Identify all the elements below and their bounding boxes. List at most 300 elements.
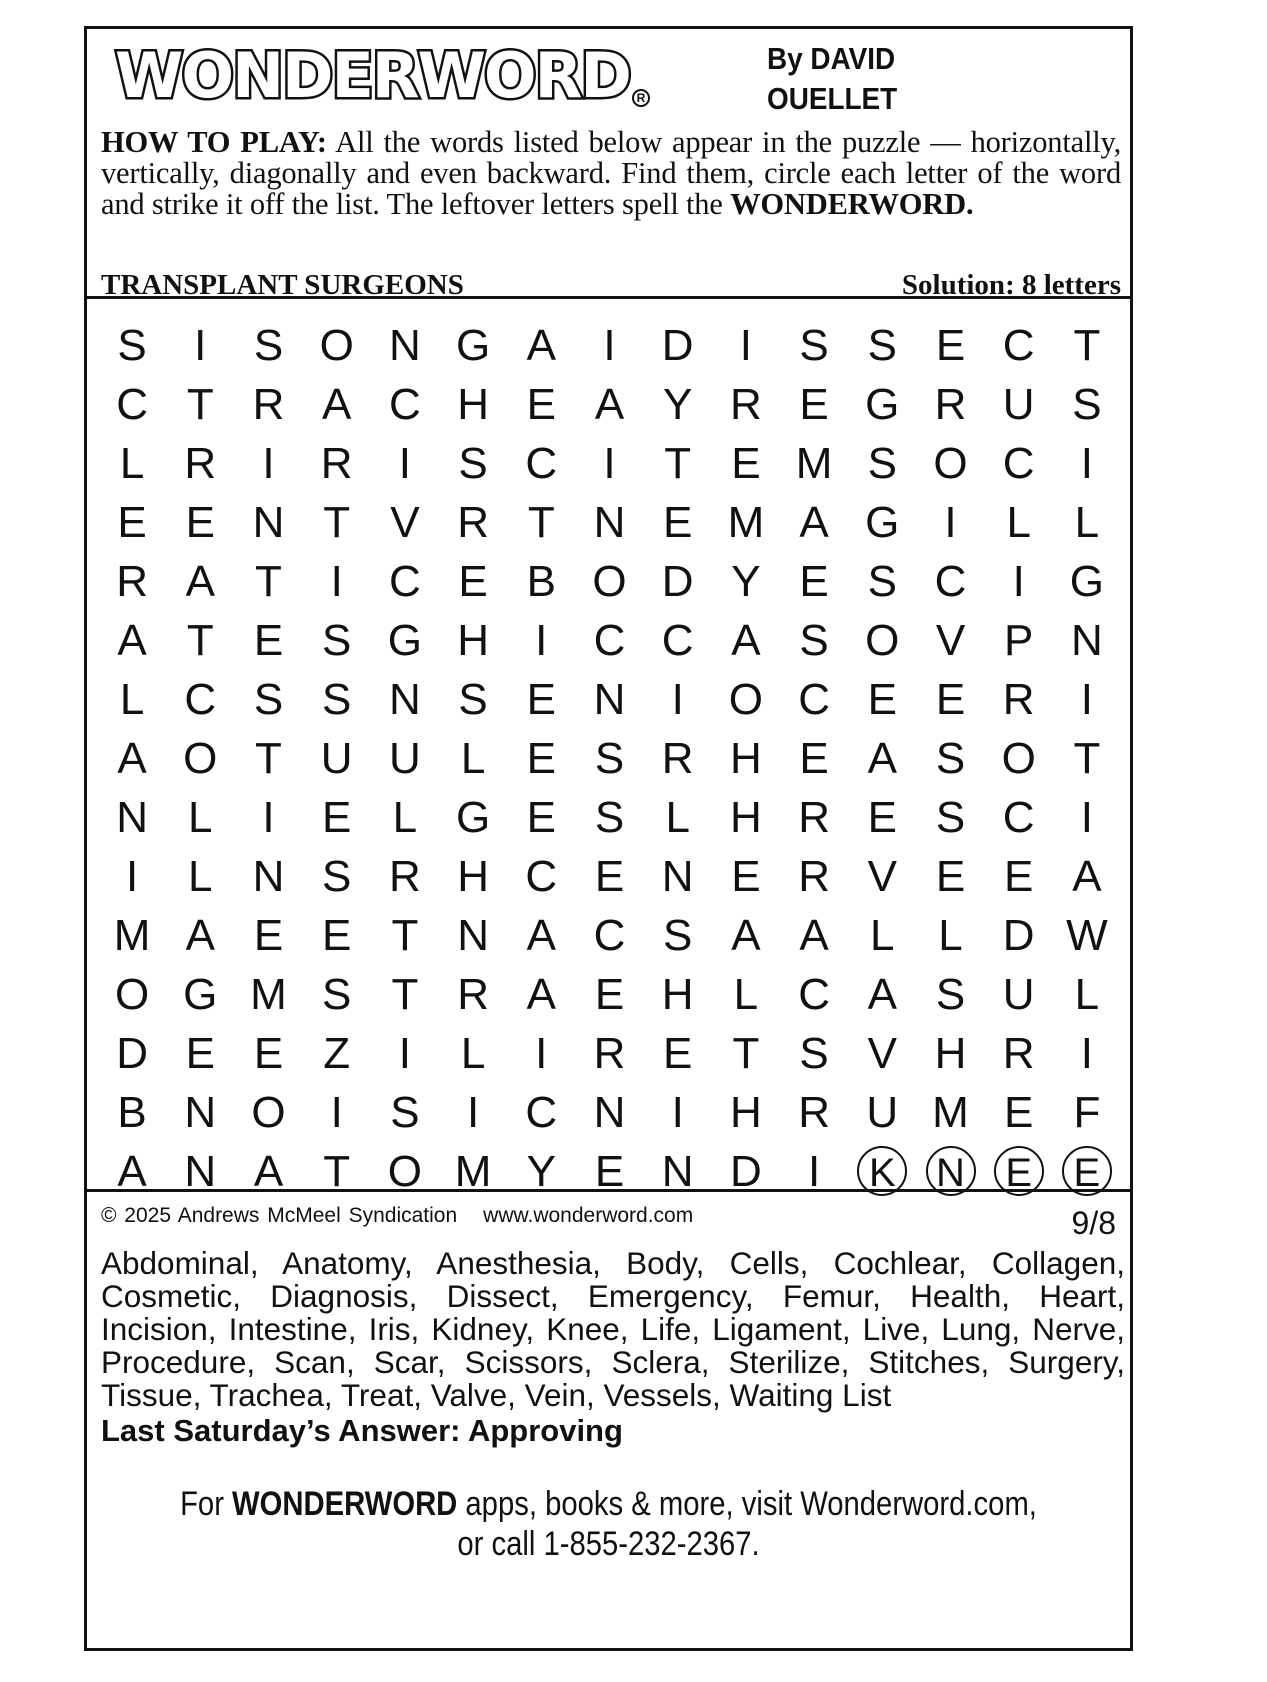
grid-letter[interactable] (645, 847, 711, 906)
grid-letter-text: R (184, 439, 217, 488)
grid-letter[interactable] (713, 375, 779, 434)
grid-letter[interactable] (577, 670, 643, 729)
grid-letter[interactable] (781, 611, 847, 670)
grid-letter-text: I (1080, 439, 1093, 488)
grid-letter[interactable] (236, 1024, 302, 1083)
grid-letter[interactable] (440, 316, 506, 375)
grid-letter[interactable] (918, 965, 984, 1024)
grid-letter[interactable] (781, 493, 847, 552)
grid-letter[interactable] (372, 552, 438, 611)
grid-letter-circled[interactable] (1054, 1142, 1120, 1201)
grid-letter[interactable] (645, 1083, 711, 1142)
grid-letter[interactable] (508, 493, 574, 552)
grid-letter-text: B (526, 557, 556, 606)
grid-letter[interactable] (99, 906, 165, 965)
grid-letter[interactable] (986, 788, 1052, 847)
grid-letter[interactable] (236, 906, 302, 965)
grid-letter-text: T (1073, 734, 1101, 783)
grid-letter-text: C (525, 439, 558, 488)
grid-letter[interactable] (577, 788, 643, 847)
grid-letter[interactable] (645, 1142, 711, 1201)
grid-letter[interactable] (508, 965, 574, 1024)
grid-letter-text: Y (663, 380, 693, 429)
grid-letter-text: O (933, 439, 968, 488)
grid-letter[interactable] (577, 611, 643, 670)
grid-letter-text: A (185, 911, 215, 960)
grid-letter[interactable] (508, 906, 574, 965)
grid-letter[interactable] (236, 847, 302, 906)
grid-letter[interactable] (440, 611, 506, 670)
grid-letter-circled[interactable] (849, 1142, 915, 1201)
grid-letter-text: S (1072, 380, 1102, 429)
grid-letter[interactable] (577, 375, 643, 434)
grid-letter[interactable] (508, 316, 574, 375)
byline (767, 39, 965, 119)
promo-line2: or call 1-855-232-2367. (457, 1525, 760, 1563)
grid-letter[interactable] (236, 375, 302, 434)
grid-letter[interactable] (849, 552, 915, 611)
grid-letter[interactable] (918, 493, 984, 552)
grid-letter[interactable] (236, 493, 302, 552)
grid-letter[interactable] (645, 906, 711, 965)
grid-letter-text: R (252, 380, 285, 429)
grid-letter[interactable] (781, 729, 847, 788)
grid-letter[interactable] (304, 611, 370, 670)
grid-letter[interactable] (99, 1142, 165, 1201)
grid-letter[interactable] (304, 493, 370, 552)
grid-letter[interactable] (849, 611, 915, 670)
grid-letter[interactable] (781, 552, 847, 611)
grid-letter[interactable] (645, 788, 711, 847)
grid-letter[interactable] (508, 434, 574, 493)
grid-letter[interactable] (849, 434, 915, 493)
grid-letter-text: C (525, 852, 558, 901)
grid-letter[interactable] (440, 965, 506, 1024)
grid-letter[interactable] (918, 434, 984, 493)
grid-letter[interactable] (440, 788, 506, 847)
copyright: © 2025 Andrews McMeel Syndication (101, 1204, 458, 1227)
grid-letter[interactable] (440, 729, 506, 788)
grid-letter[interactable] (1054, 906, 1120, 965)
grid-letter[interactable] (986, 1083, 1052, 1142)
grid-letter-text: A (867, 734, 897, 783)
grid-letter[interactable] (167, 1142, 233, 1201)
grid-letter-text: K (857, 1146, 907, 1196)
grid-letter-text: S (867, 439, 897, 488)
grid-letter[interactable] (849, 670, 915, 729)
grid-letter[interactable] (236, 965, 302, 1024)
grid-letter[interactable] (781, 788, 847, 847)
grid-letter[interactable] (236, 1142, 302, 1201)
grid-letter-text: A (185, 557, 215, 606)
grid-letter-text: I (125, 852, 139, 901)
grid-letter[interactable] (440, 1024, 506, 1083)
grid-letter-text: R (1002, 675, 1035, 724)
grid-letter-text: H (934, 1029, 967, 1078)
grid-letter[interactable] (99, 965, 165, 1024)
grid-letter[interactable] (508, 847, 574, 906)
grid-letter[interactable] (713, 552, 779, 611)
grid-letter[interactable] (781, 316, 847, 375)
grid-letter[interactable] (167, 1083, 233, 1142)
grid-letter[interactable] (849, 493, 915, 552)
grid-letter[interactable] (918, 1024, 984, 1083)
grid-letter[interactable] (372, 316, 438, 375)
grid-letter[interactable] (99, 552, 165, 611)
grid-letter[interactable] (236, 788, 302, 847)
grid-letter[interactable] (645, 493, 711, 552)
grid-letter[interactable] (167, 375, 233, 434)
grid-letter-text: I (944, 498, 957, 547)
grid-letter[interactable] (440, 1083, 506, 1142)
grid-letter-text: C (1002, 321, 1035, 370)
grid-letter[interactable] (1054, 1083, 1120, 1142)
grid-letter-text: U (320, 734, 353, 783)
grid-letter[interactable] (440, 847, 506, 906)
grid-letter-text: Y (526, 1147, 556, 1196)
grid-letter[interactable] (918, 906, 984, 965)
grid-letter[interactable] (99, 847, 165, 906)
grid-letter[interactable] (304, 1083, 370, 1142)
grid-letter[interactable] (986, 729, 1052, 788)
grid-letter[interactable] (236, 434, 302, 493)
grid-letter[interactable] (508, 375, 574, 434)
grid-letter[interactable] (645, 434, 711, 493)
grid-letter[interactable] (508, 611, 574, 670)
grid-letter-text: R (389, 852, 421, 901)
grid-letter-text: M (454, 1147, 492, 1196)
grid-letter[interactable] (508, 788, 574, 847)
grid-letter[interactable] (440, 493, 506, 552)
grid-letter[interactable] (713, 847, 779, 906)
grid-letter[interactable] (372, 1142, 438, 1201)
grid-letter[interactable] (99, 729, 165, 788)
grid-letter[interactable] (918, 552, 984, 611)
grid-letter-text: A (867, 970, 897, 1019)
grid-letter[interactable] (577, 1083, 643, 1142)
grid-letter[interactable] (781, 375, 847, 434)
grid-letter[interactable] (372, 729, 438, 788)
grid-letter-text: I (194, 321, 207, 370)
grid-letter[interactable] (236, 670, 302, 729)
grid-letter[interactable] (849, 906, 915, 965)
grid-letter-text: I (330, 1088, 343, 1137)
grid-letter-text: N (116, 793, 148, 842)
grid-letter[interactable] (986, 611, 1052, 670)
grid-letter[interactable] (508, 552, 574, 611)
grid-letter[interactable] (167, 788, 233, 847)
grid-letter-text: O (183, 734, 218, 783)
grid-letter-text: R (798, 793, 830, 842)
byline-line1: By DAVID (767, 41, 896, 76)
grid-letter[interactable] (1054, 375, 1120, 434)
grid-letter[interactable] (99, 375, 165, 434)
grid-letter[interactable] (713, 965, 779, 1024)
promo-line1 (160, 1484, 1057, 1524)
grid-letter[interactable] (167, 434, 233, 493)
grid-letter[interactable] (577, 965, 643, 1024)
grid-letter[interactable] (167, 729, 233, 788)
grid-letter[interactable] (986, 965, 1052, 1024)
grid-letter[interactable] (167, 493, 233, 552)
grid-letter-text: E (253, 616, 284, 665)
grid-letter[interactable] (713, 906, 779, 965)
grid-letter[interactable] (918, 847, 984, 906)
grid-letter[interactable] (577, 906, 643, 965)
logo-text: WONDERWORD (115, 39, 630, 112)
grid-letter[interactable] (781, 1024, 847, 1083)
grid-letter[interactable] (986, 316, 1052, 375)
grid-letter[interactable] (1054, 611, 1120, 670)
grid-letter[interactable] (986, 906, 1052, 965)
grid-letter[interactable] (372, 906, 438, 965)
grid-letter-text: S (799, 1029, 829, 1078)
grid-letter[interactable] (304, 1024, 370, 1083)
grid-letter[interactable] (304, 316, 370, 375)
grid-letter-text: V (935, 616, 966, 665)
grid-letter[interactable] (781, 670, 847, 729)
grid-letter[interactable] (986, 375, 1052, 434)
how-to-play-label: HOW TO PLAY: (101, 125, 327, 159)
website-link[interactable]: www.wonderword.com (483, 1204, 694, 1227)
grid-letter[interactable] (508, 670, 574, 729)
grid-letter-text: N (252, 498, 285, 547)
grid-letter[interactable] (99, 670, 165, 729)
grid-letter[interactable] (440, 434, 506, 493)
grid-letter-text: E (935, 675, 966, 724)
grid-letter[interactable] (99, 493, 165, 552)
grid-letter[interactable] (99, 434, 165, 493)
grid-letter[interactable] (849, 847, 915, 906)
grid-letter[interactable] (167, 670, 233, 729)
grid-letter-text: G (387, 616, 422, 665)
grid-letter[interactable] (99, 1083, 165, 1142)
grid-letter-text: S (935, 734, 966, 783)
grid-letter[interactable] (304, 906, 370, 965)
grid-letter[interactable] (1054, 493, 1120, 552)
grid-letter[interactable] (849, 788, 915, 847)
grid-letter[interactable] (1054, 729, 1120, 788)
grid-letter[interactable] (372, 1083, 438, 1142)
grid-letter-text: L (665, 793, 690, 842)
grid-letter[interactable] (304, 375, 370, 434)
grid-letter[interactable] (508, 1142, 574, 1201)
grid-letter[interactable] (1054, 847, 1120, 906)
grid-letter[interactable] (986, 552, 1052, 611)
grid-letter[interactable] (236, 611, 302, 670)
last-answer: Last Saturday’s Answer: Approving (101, 1413, 623, 1448)
grid-letter[interactable] (781, 965, 847, 1024)
grid-letter-text: L (1074, 970, 1100, 1019)
grid-letter[interactable] (167, 906, 233, 965)
grid-letter[interactable] (986, 434, 1052, 493)
grid-letter[interactable] (304, 434, 370, 493)
grid-letter[interactable] (440, 1142, 506, 1201)
grid-letter-text: M (727, 498, 765, 547)
grid-letter[interactable] (99, 611, 165, 670)
grid-letter[interactable] (781, 434, 847, 493)
grid-letter[interactable] (986, 493, 1052, 552)
grid-letter[interactable] (236, 729, 302, 788)
grid-letter[interactable] (713, 316, 779, 375)
grid-letter[interactable] (986, 1024, 1052, 1083)
grid-letter[interactable] (372, 1024, 438, 1083)
grid-letter[interactable] (372, 493, 438, 552)
grid-letter[interactable] (918, 1083, 984, 1142)
grid-letter[interactable] (645, 729, 711, 788)
grid-letter[interactable] (986, 847, 1052, 906)
grid-letter[interactable] (440, 375, 506, 434)
grid-letter-text: R (730, 380, 762, 429)
grid-letter[interactable] (781, 906, 847, 965)
grid-letter[interactable] (713, 1142, 779, 1201)
grid-letter[interactable] (781, 1142, 847, 1201)
grid-letter[interactable] (577, 729, 643, 788)
grid-letter[interactable] (645, 375, 711, 434)
grid-letter[interactable] (645, 1024, 711, 1083)
grid-letter-text: I (262, 439, 275, 488)
grid-letter[interactable] (508, 1024, 574, 1083)
grid-letter[interactable] (918, 729, 984, 788)
grid-letter-text: C (389, 557, 421, 606)
grid-letter[interactable] (849, 316, 915, 375)
grid-letter[interactable] (645, 670, 711, 729)
grid-letter[interactable] (304, 965, 370, 1024)
grid-letter[interactable] (99, 316, 165, 375)
grid-letter[interactable] (304, 670, 370, 729)
grid-letter[interactable] (1054, 670, 1120, 729)
grid-letter-text: T (323, 498, 351, 547)
grid-letter[interactable] (577, 493, 643, 552)
grid-letter[interactable] (577, 434, 643, 493)
grid-letter[interactable] (304, 552, 370, 611)
grid-letter[interactable] (440, 670, 506, 729)
grid-letter-text: H (457, 380, 489, 429)
grid-letter[interactable] (304, 1142, 370, 1201)
grid-letter[interactable] (167, 847, 233, 906)
grid-letter-text: E (799, 734, 829, 783)
grid-letter[interactable] (372, 375, 438, 434)
grid-letter-text: C (593, 616, 626, 665)
grid-letter-text: V (867, 852, 897, 901)
grid-letter[interactable] (304, 788, 370, 847)
word-list: Abdominal, Anatomy, Anesthesia, Body, Cells, Cochlear, Collagen, Cosmetic, Diagnosis, Dissect, Emergency, Femur, Health, Heart, Incision, Intestine, Iris, Kidney, Knee, Life, Ligament, Live, Lung, Nerve, Procedure, Scan, Scar, Scissors, Sclera, Sterilize, Stitches, Surgery, Tissue, Trachea, Treat, Valve, Vein, Vessels, Waiting List (101, 1245, 1125, 1413)
grid-letter-text: S (390, 1088, 420, 1137)
grid-letter[interactable] (577, 847, 643, 906)
grid-letter[interactable] (781, 847, 847, 906)
grid-letter-text: V (867, 1029, 897, 1078)
grid-letter[interactable] (849, 1024, 915, 1083)
grid-letter[interactable] (918, 788, 984, 847)
grid-letter[interactable] (167, 611, 233, 670)
grid-letter[interactable] (849, 729, 915, 788)
grid-letter-text: I (398, 1029, 411, 1078)
grid-letter[interactable] (918, 316, 984, 375)
grid-letter[interactable] (167, 1024, 233, 1083)
grid-letter[interactable] (645, 965, 711, 1024)
grid-letter[interactable] (713, 788, 779, 847)
grid-letter[interactable] (713, 729, 779, 788)
grid-letter-text: A (322, 380, 352, 429)
grid-letter-text: S (458, 675, 488, 724)
grid-letter-text: S (322, 852, 352, 901)
grid-letter-text: L (188, 852, 213, 901)
grid-letter[interactable] (304, 729, 370, 788)
grid-letter[interactable] (713, 434, 779, 493)
grid-letter[interactable] (440, 552, 506, 611)
grid-letter[interactable] (713, 1083, 779, 1142)
grid-letter[interactable] (372, 847, 438, 906)
grid-letter[interactable] (508, 1083, 574, 1142)
grid-letter[interactable] (645, 611, 711, 670)
grid-letter[interactable] (99, 788, 165, 847)
grid-letter-text: A (526, 321, 556, 370)
grid-letter[interactable] (713, 1024, 779, 1083)
grid-letter[interactable] (849, 375, 915, 434)
grid-letter-text: E (117, 498, 147, 547)
grid-letter[interactable] (372, 788, 438, 847)
grid-letter-text: S (322, 675, 352, 724)
grid-letter[interactable] (167, 965, 233, 1024)
grid-letter[interactable] (986, 670, 1052, 729)
grid-letter-text: I (603, 321, 616, 370)
grid-letter-text: O (319, 321, 354, 370)
grid-letter[interactable] (236, 1083, 302, 1142)
grid-letter[interactable] (236, 552, 302, 611)
grid-letter[interactable] (713, 611, 779, 670)
grid-letter[interactable] (372, 611, 438, 670)
grid-letter-text: G (455, 321, 491, 370)
grid-letter[interactable] (1054, 965, 1120, 1024)
grid-letter-circled[interactable] (918, 1142, 984, 1201)
grid-letter[interactable] (713, 670, 779, 729)
grid-letter[interactable] (304, 847, 370, 906)
grid-letter[interactable] (713, 493, 779, 552)
grid-letter[interactable] (1054, 1024, 1120, 1083)
grid-letter-text: R (798, 1088, 830, 1137)
grid-letter[interactable] (849, 965, 915, 1024)
grid-letter[interactable] (372, 670, 438, 729)
grid-letter[interactable] (508, 729, 574, 788)
grid-letter[interactable] (577, 1142, 643, 1201)
grid-letter[interactable] (236, 316, 302, 375)
grid-letter[interactable] (1054, 788, 1120, 847)
grid-letter[interactable] (1054, 316, 1120, 375)
grid-letter[interactable] (645, 552, 711, 611)
grid-letter[interactable] (918, 611, 984, 670)
grid-letter[interactable] (577, 1024, 643, 1083)
grid-letter[interactable] (918, 375, 984, 434)
grid-letter[interactable] (167, 316, 233, 375)
grid-letter[interactable] (781, 1083, 847, 1142)
letter-grid (98, 316, 1121, 1201)
grid-letter-text: I (739, 321, 752, 370)
grid-letter[interactable] (372, 434, 438, 493)
grid-letter[interactable] (1054, 552, 1120, 611)
grid-letter[interactable] (440, 906, 506, 965)
grid-letter[interactable] (372, 965, 438, 1024)
grid-letter-text: M (113, 911, 151, 960)
grid-letter[interactable] (167, 552, 233, 611)
grid-letter[interactable] (577, 552, 643, 611)
grid-letter[interactable] (918, 670, 984, 729)
grid-letter[interactable] (645, 316, 711, 375)
grid-letter[interactable] (1054, 434, 1120, 493)
grid-letter[interactable] (99, 1024, 165, 1083)
grid-letter-circled[interactable] (986, 1142, 1052, 1201)
grid-letter[interactable] (849, 1083, 915, 1142)
grid-letter[interactable] (577, 316, 643, 375)
